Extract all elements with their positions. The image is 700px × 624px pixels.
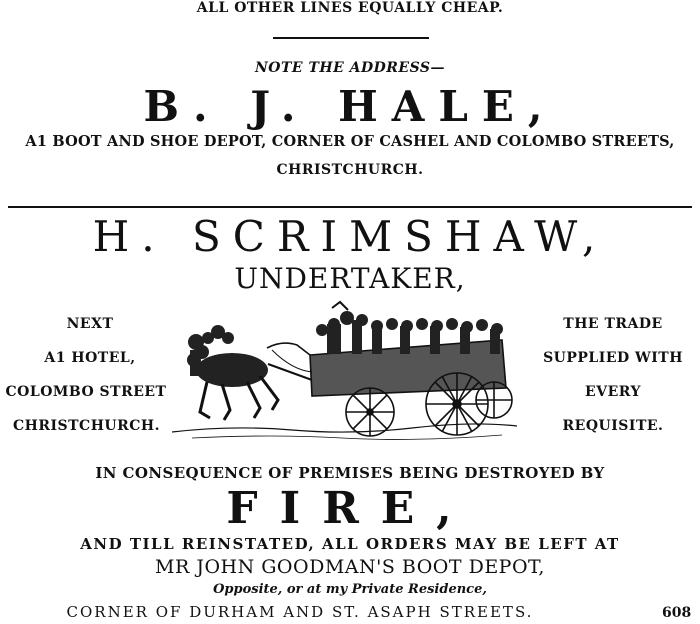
scrimshaw-name: H. SCRIMSHAW, bbox=[92, 212, 608, 261]
left-address-line: COLOMBO STREET bbox=[5, 384, 167, 400]
reinstated-line: AND TILL REINSTATED, ALL ORDERS MAY BE LEFT AT bbox=[80, 535, 620, 553]
advert-closing-line: ALL OTHER LINES EQUALLY CHEAP. bbox=[196, 0, 504, 16]
hale-address: A1 BOOT AND SHOE DEPOT, CORNER OF CASHEL AND COLOMBO STREETS, bbox=[25, 133, 675, 150]
hearse-illustration bbox=[172, 300, 517, 445]
left-address-line: A1 HOTEL, bbox=[44, 350, 136, 366]
page-number: 608 bbox=[662, 605, 692, 621]
hale-city: CHRISTCHURCH. bbox=[276, 162, 424, 178]
left-address-line: NEXT bbox=[66, 316, 114, 332]
right-trade-line: REQUISITE. bbox=[562, 418, 664, 434]
right-trade-line: EVERY bbox=[585, 384, 641, 400]
fire-notice-intro: IN CONSEQUENCE OF PREMISES BEING DESTROYED BY bbox=[95, 464, 605, 482]
goodman-depot-line: MR JOHN GOODMAN'S BOOT DEPOT, bbox=[155, 556, 545, 578]
private-residence-line: Opposite, or at my Private Residence, bbox=[213, 582, 487, 597]
right-trade-line: THE TRADE bbox=[563, 316, 663, 332]
short-divider bbox=[273, 37, 429, 39]
fire-heading: FIRE, bbox=[226, 483, 474, 534]
right-trade-line: SUPPLIED WITH bbox=[543, 350, 683, 366]
note-address-line: NOTE THE ADDRESS— bbox=[254, 60, 445, 76]
left-address-line: CHRISTCHURCH. bbox=[12, 418, 161, 434]
advert-divider bbox=[8, 206, 692, 208]
undertaker-title: UNDERTAKER, bbox=[234, 262, 466, 295]
hale-name: B. J. HALE, bbox=[143, 82, 557, 131]
corner-streets-line: CORNER OF DURHAM AND ST. ASAPH STREETS. bbox=[66, 603, 534, 621]
